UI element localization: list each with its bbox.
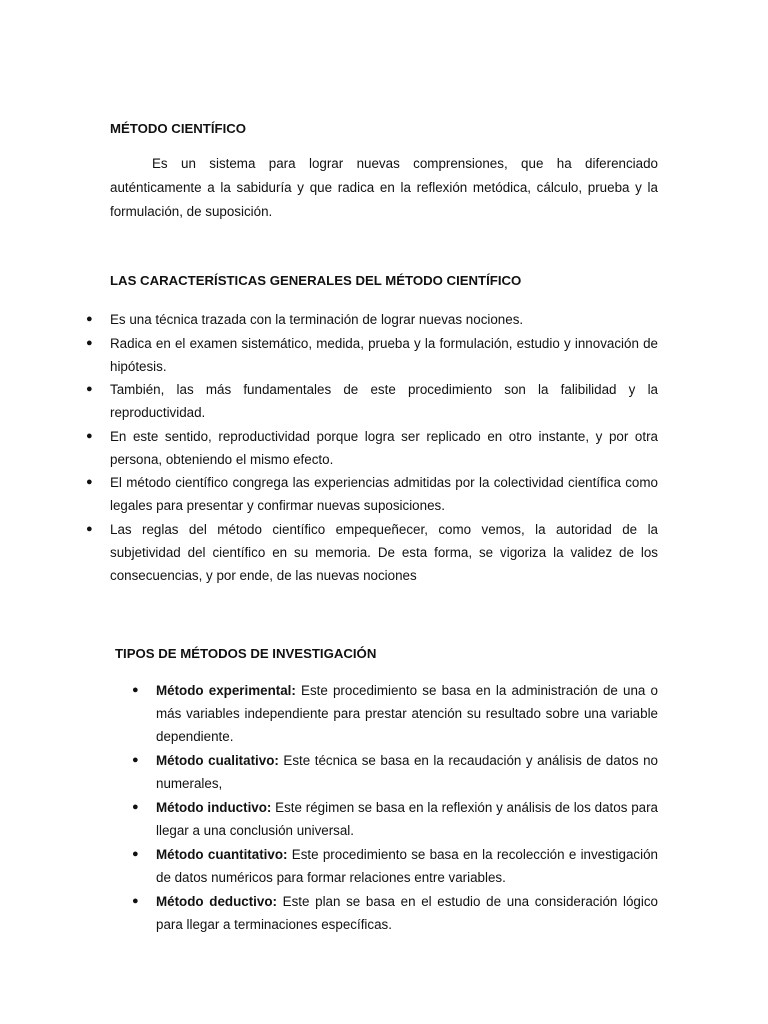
- bullet-icon: ●: [132, 754, 139, 766]
- list-item: [86, 332, 658, 378]
- list-item-text: El método científico congrega las experiencias admitidas por la colectividad científica como legales para presentar y confirmar nuevas suposiciones.: [110, 475, 658, 513]
- list-item: [132, 796, 658, 842]
- bullet-icon: ●: [132, 684, 139, 696]
- bullet-icon: ●: [86, 336, 93, 349]
- method-term: Método cuantitativo:: [156, 847, 288, 862]
- bullet-icon: ●: [132, 848, 139, 860]
- list-item: [132, 843, 658, 889]
- method-term: Método inductivo:: [156, 800, 272, 815]
- bullet-icon: ●: [86, 522, 93, 535]
- tipos-list: [132, 679, 658, 937]
- list-item: [86, 471, 658, 517]
- list-item: [86, 378, 658, 424]
- list-item-text: En este sentido, reproductividad porque logra ser replicado en otro instante, y por otra persona, obteniendo el mismo efecto.: [110, 428, 658, 467]
- list-item-text: Es una técnica trazada con la terminación de lograr nuevas nociones.: [110, 312, 524, 327]
- list-item: [132, 890, 658, 936]
- bullet-icon: ●: [86, 313, 93, 325]
- method-term: Método cualitativo:: [156, 753, 279, 768]
- method-term: Método experimental:: [156, 683, 296, 698]
- list-item: [132, 749, 658, 795]
- bullet-icon: ●: [132, 801, 139, 813]
- method-description: Este plan se basa en el estudio de una consideración lógico para llegar a terminaciones específicas.: [156, 894, 658, 932]
- method-description: Este procedimiento se basa en la administración de una o más variables independiente para prestar atención su resultado sobre una variable dependiente.: [156, 683, 658, 744]
- caracteristicas-list: [86, 308, 658, 587]
- list-item: [132, 679, 658, 748]
- method-term: Método deductivo:: [156, 894, 277, 909]
- bullet-icon: ●: [86, 429, 93, 442]
- list-item: [86, 425, 658, 471]
- section-title-metodo-cientifico: MÉTODO CIENTÍFICO: [110, 121, 247, 136]
- section-title-caracteristicas: LAS CARACTERÍSTICAS GENERALES DEL MÉTODO CIENTÍFICO: [110, 273, 522, 288]
- intro-paragraph: Es un sistema para lograr nuevas comprensiones, que ha diferenciado auténticamente a la sabiduría y que radica en la reflexión metódica, cálculo, prueba y la formulación, de suposición.: [110, 156, 658, 219]
- list-item-text: Radica en el examen sistemático, medida, prueba y la formulación, estudio y innovación de hipótesis.: [110, 335, 658, 374]
- method-description: Este procedimiento se basa en la recolección e investigación de datos numéricos para formar relaciones entre variables.: [156, 847, 658, 885]
- list-item: [86, 308, 658, 331]
- list-item-text: También, las más fundamentales de este procedimiento son la falibilidad y la reproductividad.: [110, 382, 658, 420]
- section-title-tipos-de-metodos: TIPOS DE MÉTODOS DE INVESTIGACIÓN: [115, 646, 377, 661]
- method-description: Este técnica se basa en la recaudación y análisis de datos no numerales,: [156, 753, 658, 791]
- list-item: [86, 518, 658, 587]
- list-item-text: Las reglas del método científico empequeñecer, como vemos, la autoridad de la subjetividad del científico en su memoria. De esta forma, se vigoriza la validez de los consecuencias, y por ende, de las nuevas nociones: [110, 521, 658, 583]
- bullet-icon: ●: [132, 895, 139, 907]
- method-description: Este régimen se basa en la reflexión y análisis de los datos para llegar a una conclusión universal.: [156, 800, 658, 838]
- bullet-icon: ●: [86, 476, 93, 488]
- bullet-icon: ●: [86, 383, 93, 395]
